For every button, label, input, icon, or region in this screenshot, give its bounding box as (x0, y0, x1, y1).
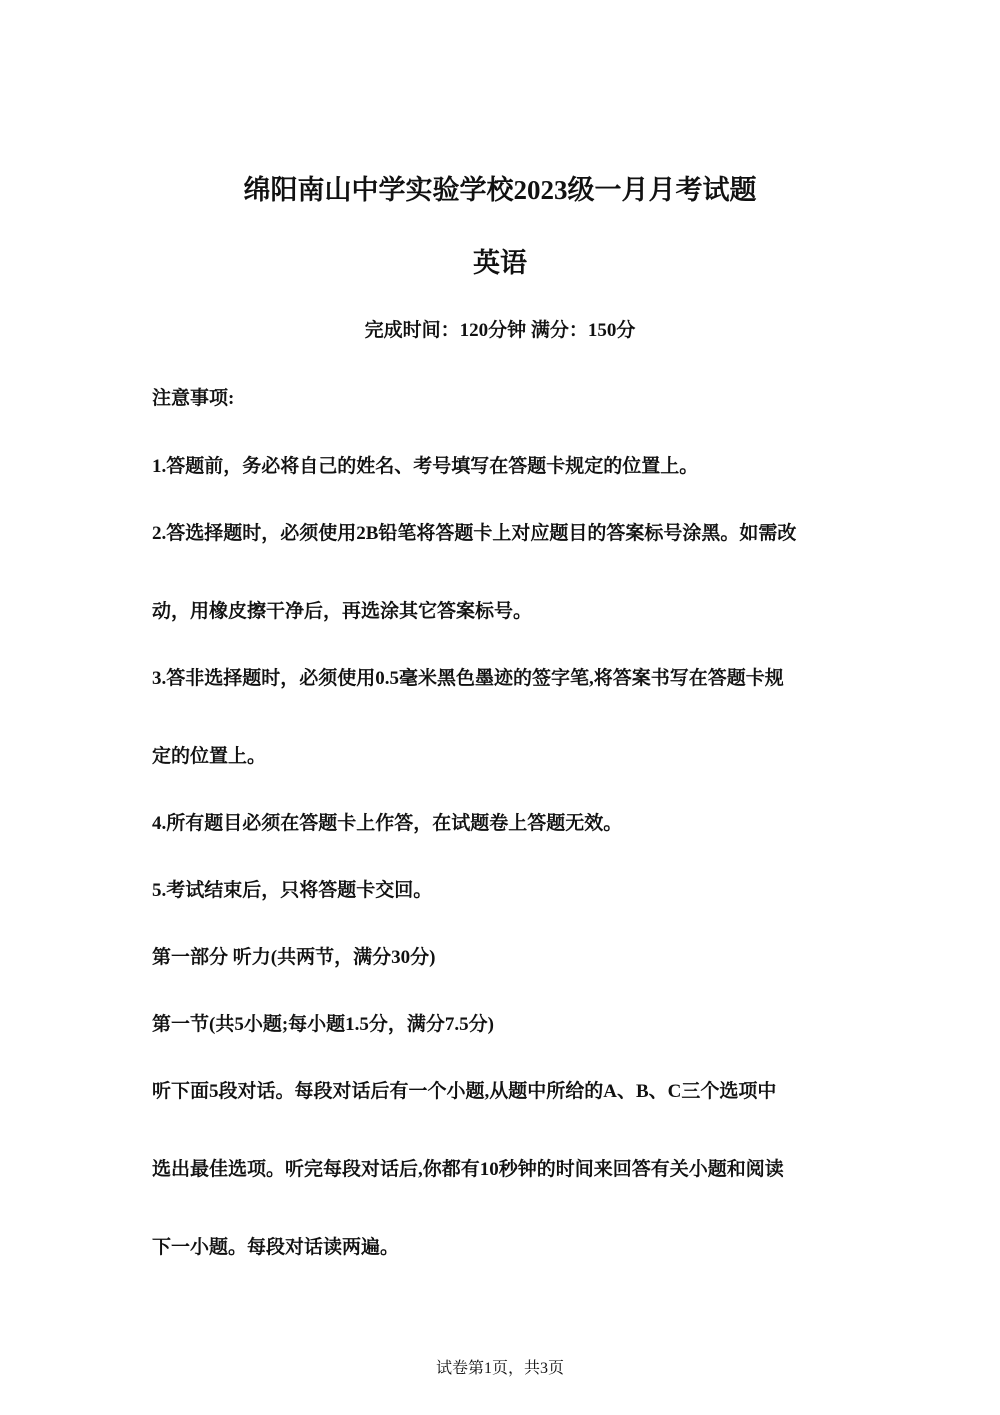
exam-title: 绵阳南山中学实验学校2023级一月月考试题 (243, 175, 757, 205)
note-item-2-line-2: 动，用橡皮擦干净后，再选涂其它答案标号。 (152, 601, 533, 622)
note-item-1: 1.答题前，务必将自己的姓名、考号填写在答题卡规定的位置上。 (152, 456, 699, 477)
note-item-3-line-2: 定的位置上。 (152, 746, 267, 767)
note-item-2-line-1: 2.答选择题时，必须使用2B铅笔将答题卡上对应题目的答案标号涂黑。如需改 (152, 523, 797, 544)
note-item-5: 5.考试结束后，只将答题卡交回。 (152, 880, 433, 901)
note-item-3-line-1: 3.答非选择题时，必须使用0.5毫米黑色墨迹的签字笔,将答案书写在答题卡规 (152, 668, 784, 689)
part1-heading: 第一部分 听力(共两节，满分30分) (152, 947, 436, 968)
note-item-4: 4.所有题目必须在答题卡上作答，在试题卷上答题无效。 (152, 813, 623, 834)
instructions-line-2: 选出最佳选项。听完每段对话后,你都有10秒钟的时间来回答有关小题和阅读 (152, 1159, 784, 1180)
page-footer: 试卷第1页，共3页 (435, 1360, 564, 1377)
instructions-line-1: 听下面5段对话。每段对话后有一个小题,从题中所给的A、B、C三个选项中 (152, 1081, 777, 1102)
exam-time-and-score: 完成时间：120分钟 满分：150分 (364, 320, 636, 341)
notes-heading: 注意事项: (152, 388, 235, 409)
subject-title: 英语 (473, 248, 527, 278)
section1-heading: 第一节(共5小题;每小题1.5分，满分7.5分) (152, 1014, 494, 1035)
instructions-line-3: 下一小题。每段对话读两遍。 (152, 1237, 400, 1258)
